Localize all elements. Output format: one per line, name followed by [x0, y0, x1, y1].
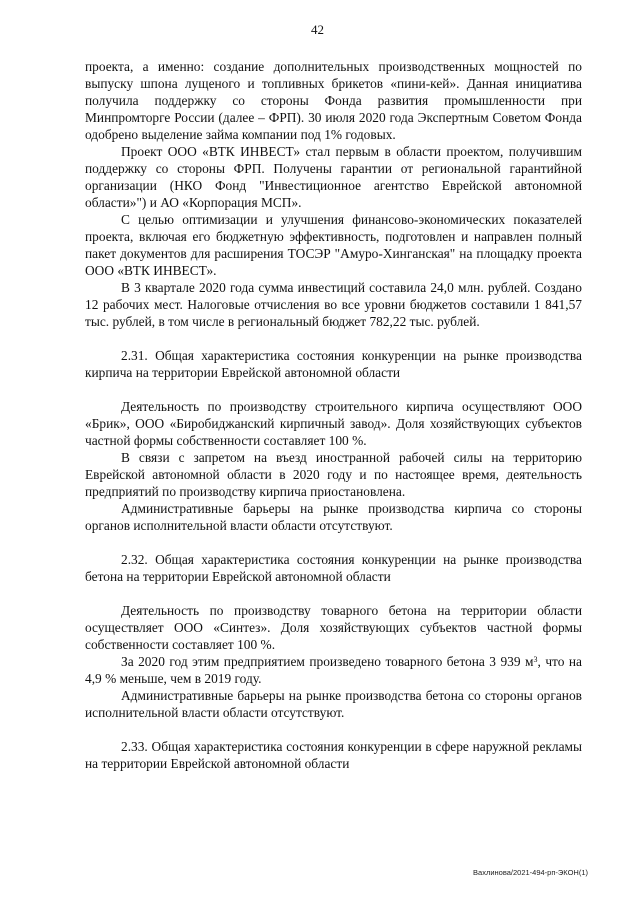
page-number: 42 [311, 22, 324, 37]
paragraph: В связи с запретом на въезд иностранной рабочей силы на территорию Еврейской автономной области в 2020 году и по настоящее время, деятельность предприятий по производству кирпича приостановлена. [85, 450, 582, 499]
paragraph: Деятельность по производству строительного кирпича осуществляют ООО «Брик», ООО «Биробиджанский кирпичный завод». Доля хозяйствующих субъектов частной формы собственности составляет 100 %. [85, 399, 582, 448]
paragraph: В 3 квартале 2020 года сумма инвестиций составила 24,0 млн. рублей. Создано 12 рабочих мест. Налоговые отчисления во все уровни бюджетов составили 1 841,57 тыс. рублей, в том числе в региональный бюджет 782,22 тыс. рублей. [85, 280, 582, 329]
paragraph: Административные барьеры на рынке производства кирпича со стороны органов исполнительной власти области отсутствуют. [85, 501, 582, 533]
document-footer-id: Вахлинова/2021-494-рп-ЭКОН(1) [473, 868, 588, 877]
paragraph: Деятельность по производству товарного бетона на территории области осуществляет ООО «Синтез». Доля хозяйствующих субъектов частной формы собственности составляет 100 %. [85, 603, 582, 652]
paragraph: Проект ООО «ВТК ИНВЕСТ» стал первым в области проектом, получившим поддержку со стороны ФРП. Получены гарантии от региональной гарантийной организации (НКО Фонд "Инвестиционное агентство Еврейской автономной области»") и АО «Корпорация МСП». [85, 144, 582, 210]
paragraph: Административные барьеры на рынке производства бетона со стороны органов исполнительной власти области отсутствуют. [85, 688, 582, 720]
paragraph: проекта, а именно: создание дополнительных производственных мощностей по выпуску шпона лущеного и топливных брикетов «пини-кей». Данная инициатива получила поддержку со стороны Фонда развития промышленности при Минпромторге России (далее – ФРП). 30 июля 2020 года Экспертным Советом Фонда одобрено выделение займа компании под 1% годовых. [85, 59, 582, 142]
paragraph: За 2020 год этим предприятием произведено товарного бетона 3 939 $м^3$, что на 4,9 % меньше, чем в 2019 году. [85, 654, 582, 686]
section-heading-2-31: 2.31. Общая характеристика состояния конкуренции на рынке производства кирпича на территории Еврейской автономной области [85, 348, 582, 380]
section-heading-2-32: 2.32. Общая характеристика состояния конкуренции на рынке производства бетона на территории Еврейской автономной области [85, 552, 582, 584]
section-heading-2-33: 2.33. Общая характеристика состояния конкуренции в сфере наружной рекламы на территории Еврейской автономной области [85, 739, 582, 771]
document-body [85, 58, 582, 772]
paragraph: С целью оптимизации и улучшения финансово-экономических показателей проекта, включая его бюджетную эффективность, подготовлен и направлен полный пакет документов для расширения ТОСЭР "Амуро-Хинганская" на площадку проекта ООО «ВТК ИНВЕСТ». [85, 212, 582, 278]
